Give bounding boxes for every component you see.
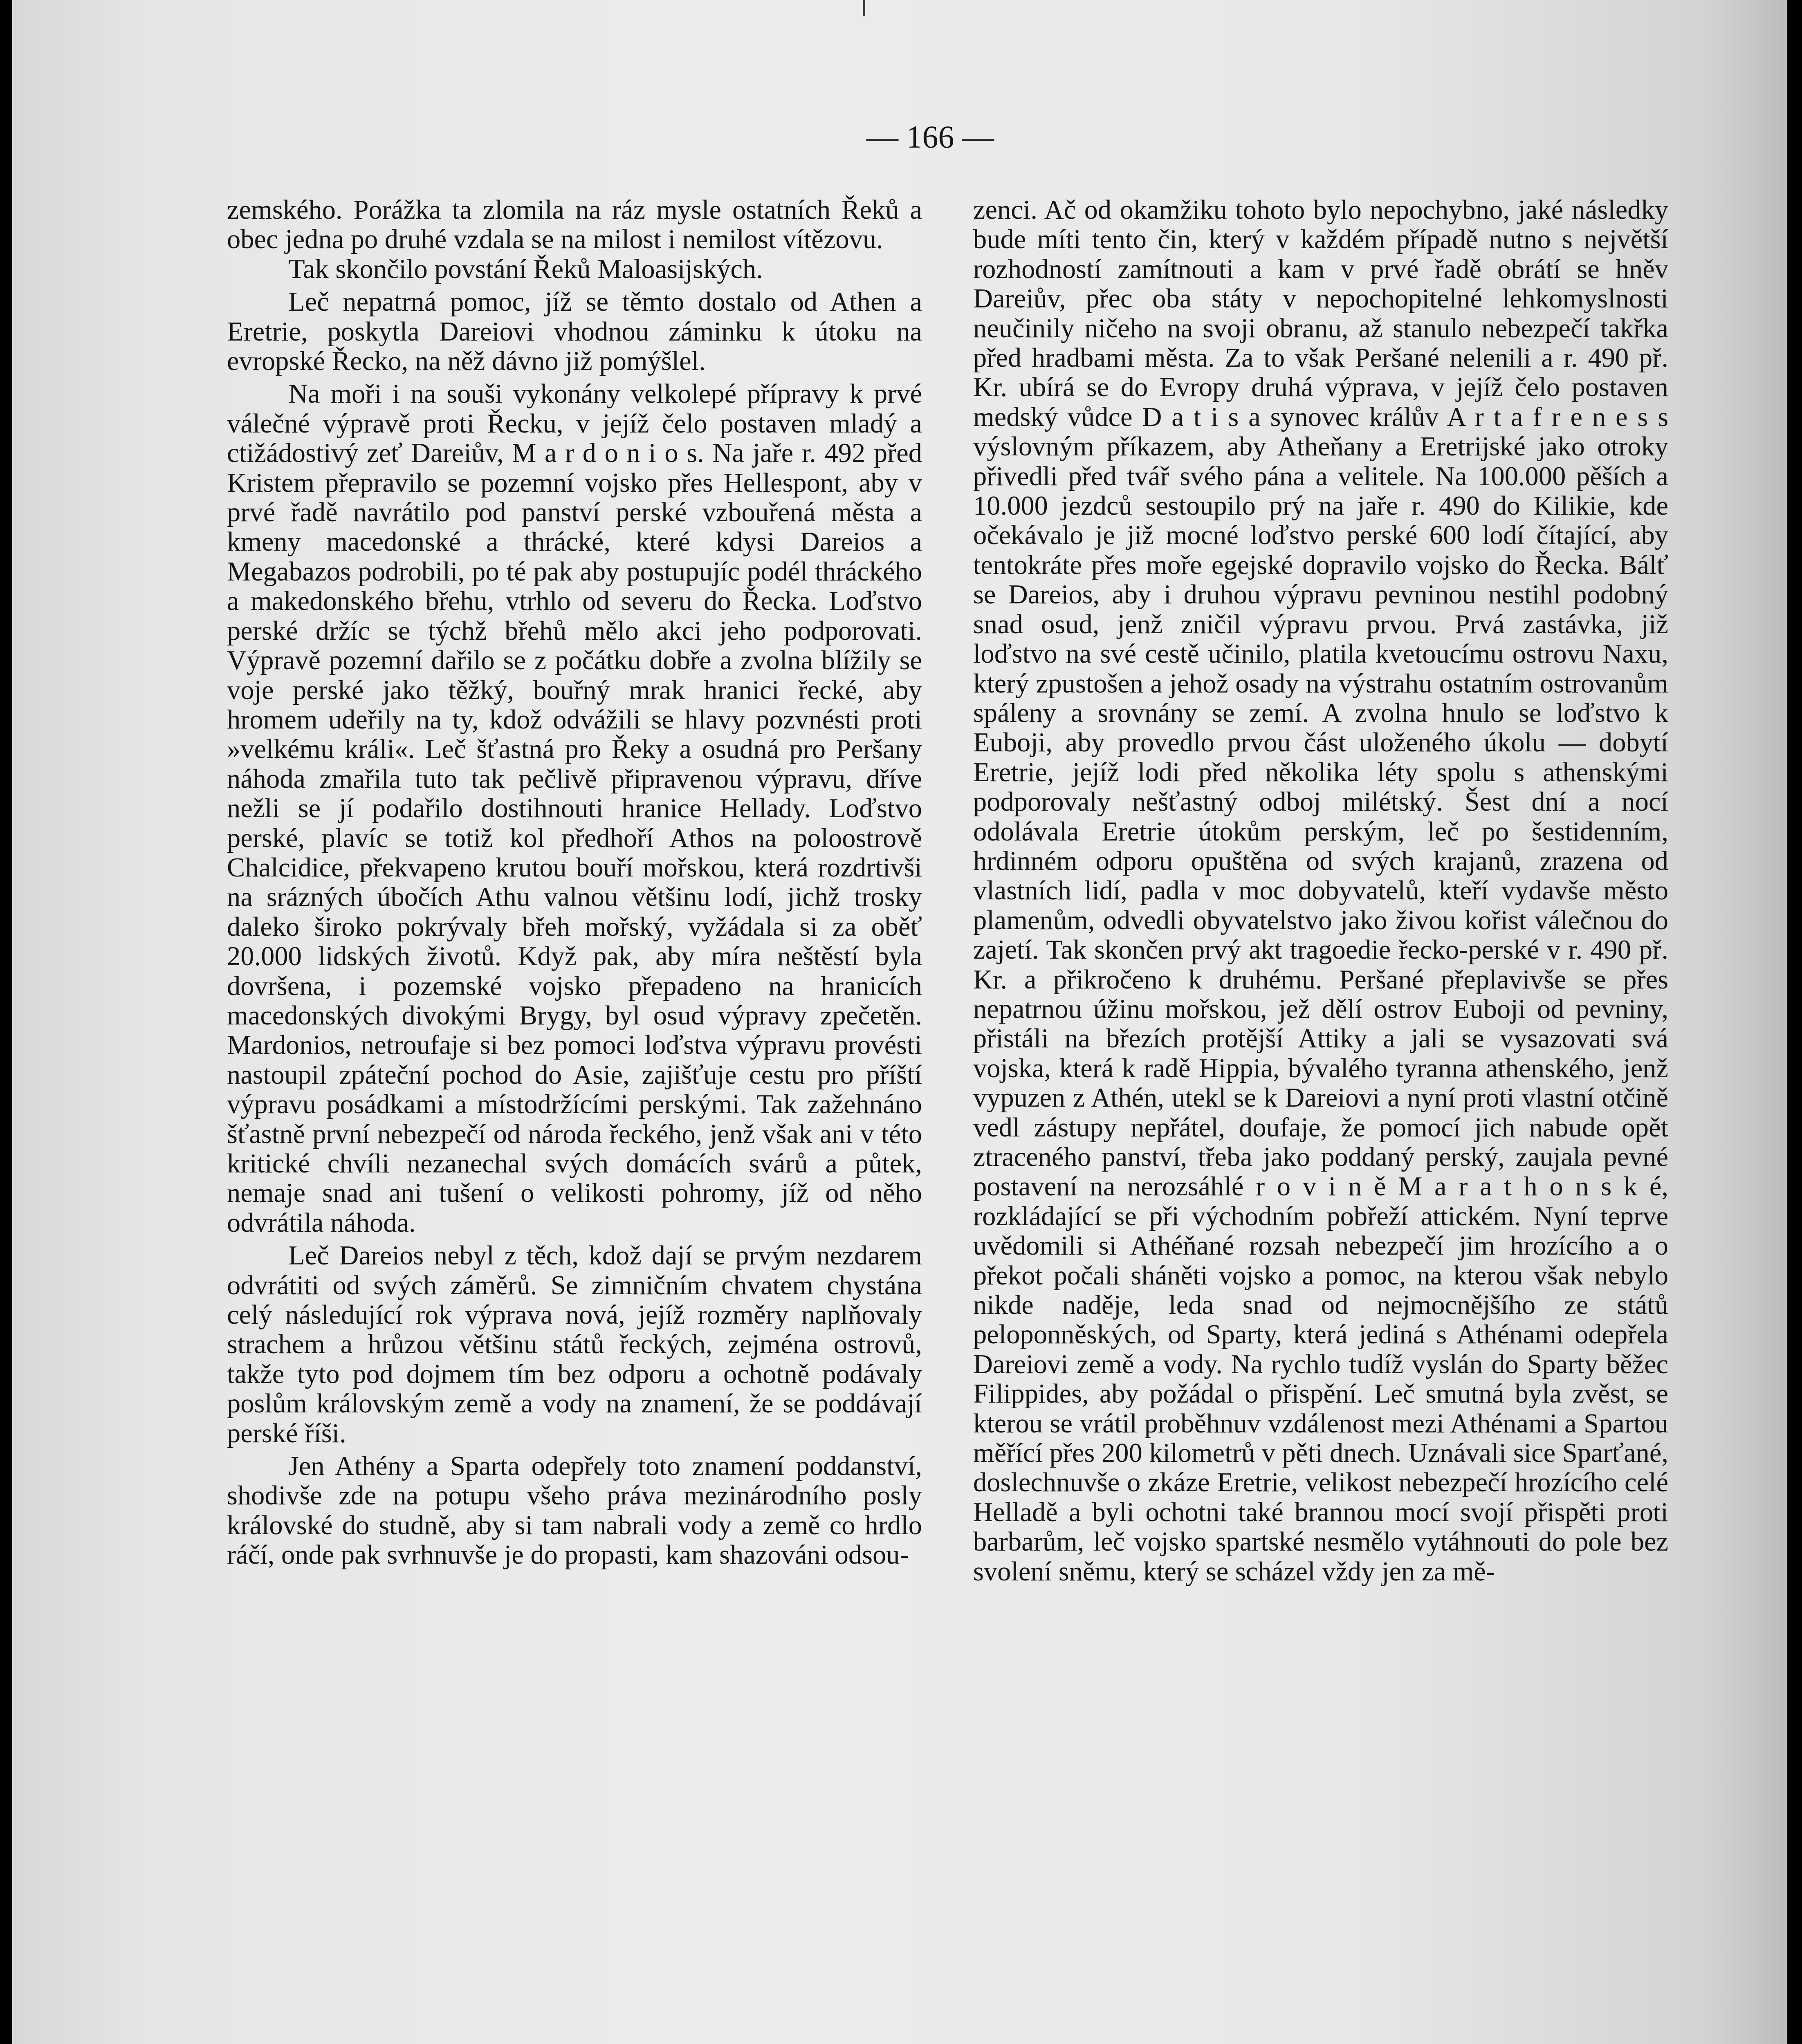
paragraph: Leč Dareios nebyl z těch, kdož dají se prvým nezdarem odvrátiti od svých záměrů. Se zimničním chvatem chystána celý následující rok výprava nová, jejíž rozměry naplňovaly strachem a hrůzou většinu států řeckých, zejména ostrovů, takže tyto pod dojmem tím bez odporu a ochotně podávaly poslům královským země a vody na znamení, že se poddávají perské říši.: [227, 1241, 922, 1448]
paragraph: Na moři i na souši vykonány velkolepé přípravy k prvé válečné výpravě proti Řecku, v jejíž čelo postaven mladý a ctižádostivý zeť Dareiův, M a r d o n i o s. Na jaře r. 492 před Kristem přepravilo se pozemní vojsko přes Hellespont, aby v prvé řadě navrátilo pod panství perské vzbouřená města a kmeny macedonské a thrácké, které kdysi Dareios a Megabazos podrobili, po té pak aby postupujíc podél thráckého a makedonského břehu, vtrhlo od severu do Řecka. Loďstvo perské držíc se týchž břehů mělo akci jeho podporovati. Výpravě pozemní dařilo se z počátku dobře a zvolna blížily se voje perské jako těžký, bouřný mrak hranici řecké, aby hromem udeřily na ty, kdož odvážili se hlavy pozvnésti proti »velkému králi«. Leč šťastná pro Řeky a osudná pro Peršany náhoda zmařila tuto tak pečlivě připravenou výpravu, dříve nežli se jí podařilo dostihnouti hranice Hellady. Loďstvo perské, plavíc se totiž kol předhoří Athos na poloostrově Chalcidice, překvapeno krutou bouří mořskou, která rozdrtivši na srázných úbočích Athu valnou většinu lodí, jichž trosky daleko široko pokrývaly břeh mořský, vyžádala si za oběť 20.000 lidských životů. Když pak, aby míra neštěstí byla dovršena, i pozemské vojsko přepadeno na hranicích macedonských divokými Brygy, byl osud výpravy zpečetěn. Mardonios, netroufaje si bez pomoci loďstva výpravu provésti nastoupil zpáteční pochod do Asie, zajišťuje cestu pro příští výpravu posádkami a místodržícími perskými. Tak zažehnáno šťastně první nebezpečí od národa řeckého, jenž však ani v této kritické chvíli nezanechal svých domácích svárů a půtek, nemaje snad ani tušení o velikosti pohromy, jíž od něho odvrátila náhoda.: [227, 379, 922, 1238]
text-columns: [227, 195, 1668, 2044]
scan-artifact: [863, 0, 865, 16]
page-number: — 166 —: [866, 119, 994, 155]
paragraph: Leč nepatrná pomoc, jíž se těmto dostalo od Athen a Eretrie, poskytla Dareiovi vhodnou záminku k útoku na evropské Řecko, na něž dávno již pomýšlel.: [227, 287, 922, 377]
paragraph: zemského. Porážka ta zlomila na ráz mysle ostatních Řeků a obec jedna po druhé vzdala se na milost i nemilost vítězovu.: [227, 195, 922, 255]
left-column: [227, 195, 922, 2044]
paragraph: Tak skončilo povstání Řeků Maloasijských.: [288, 254, 763, 284]
book-page: [12, 0, 1787, 2044]
paragraph: zenci. Ač od okamžiku tohoto bylo nepochybno, jaké následky bude míti tento čin, který v každém případě nutno s největší rozhodností zamítnouti a kam v prvé řadě obrátí se hněv Dareiův, přec oba státy v nepochopitelné lehkomyslnosti neučinily ničeho na svoji obranu, až stanulo nebezpečí takřka před hradbami města. Za to však Peršané nelenili a r. 490 př. Kr. ubírá se do Evropy druhá výprava, v jejíž čelo postaven medský vůdce D a t i s a synovec králův A r t a f r e n e s s výslovným příkazem, aby Atheňany a Eretrijské jako otroky přivedli před tvář svého pána a velitele. Na 100.000 pěších a 10.000 jezdců sestoupilo prý na jaře r. 490 do Kilikie, kde očekávalo je již mocné loďstvo perské 600 lodí čítající, aby tentokráte přes moře egejské dopravilo vojsko do Řecka. Bálť se Dareios, aby i druhou výpravu pevninou nestihl podobný snad osud, jenž zničil výpravu prvou. Prvá zastávka, již loďstvo na své cestě učinilo, platila kvetoucímu ostrovu Naxu, který zpustošen a jehož osady na výstrahu ostatním ostrovanům spáleny a srovnány se zemí. A zvolna hnulo se loďstvo k Euboji, aby provedlo prvou část uloženého úkolu — dobytí Eretrie, jejíž lodi před několika léty spolu s athenskými podporovaly nešťastný odboj milétský. Šest dní a nocí odolávala Eretrie útokům perským, leč po šestidenním, hrdinném odporu opuštěna od svých krajanů, zrazena od vlastních lidí, padla v moc dobyvatelů, kteří vydavše město plamenům, odvedli obyvatelstvo jako živou kořist válečnou do zajetí. Tak skončen prvý akt tragoedie řecko-perské v r. 490 př. Kr. a přikročeno k druhému. Peršané přeplavivše se přes nepatrnou úžinu mořskou, jež dělí ostrov Euboji od pevniny, přistáli na březích protější Attiky a jali se vysazovati svá vojska, která k radě Hippia, bývalého tyranna athenského, jenž vypuzen z Athén, utekl se k Dareiovi a nyní proti vlastní otčině vedl zástupy nepřátel, doufaje, že pomocí jich nabude opět ztraceného panství, třeba jako poddaný perský, zaujala pevné postavení na nerozsáhlé r o v i n ě M a r a t h o n s k é, rozkládající se při východním pobřeží attickém. Nyní teprve uvědomili si Athéňané rozsah nebezpečí jim hrozícího a o překot počali sháněti vojsko a pomoc, na kterou však nebylo nikde naděje, leda snad od nejmocnějšího ze států peloponněských, od Sparty, která jediná s Athénami odepřela Dareiovi země a vody. Na rychlo tudíž vyslán do Sparty běžec Filippides, aby požádal o přispění. Leč smutná byla zvěst, se kterou se vrátil proběhnuv vzdálenost mezi Athénami a Spartou měřící přes 200 kilometrů v pěti dnech. Uznávali sice Sparťané, doslechnuvše o zkáze Eretrie, velikost nebezpečí hrozícího celé Helladě a byli ochotni také brannou mocí svojí přispěti proti barbarům, leč vojsko spartské nesmělo vytáhnouti do pole bez svolení sněmu, který se scházel vždy jen za mě-: [973, 195, 1668, 1587]
paragraph: Jen Athény a Sparta odepřely toto znamení poddanství, shodivše zde na potupu všeho práva mezinárodního posly královské do studně, aby si tam nabrali vody a země co hrdlo ráčí, onde pak svrhnuvše je do propasti, kam shazováni odsou-: [227, 1451, 922, 1570]
right-column: [973, 195, 1668, 2044]
